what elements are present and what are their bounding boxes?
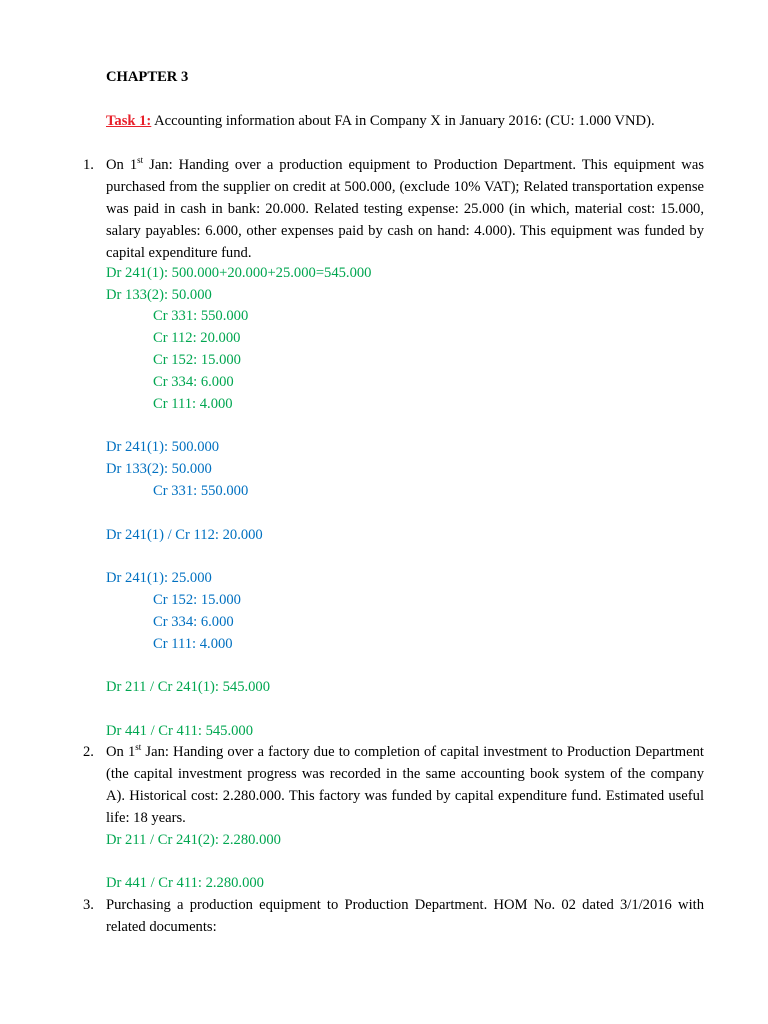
journal-entry: Cr 331: 550.000: [153, 483, 249, 499]
item-1-superscript: st: [137, 155, 144, 166]
journal-entry: Cr 331: 550.000: [153, 308, 249, 324]
journal-entry: Dr 441 / Cr 411: 545.000: [106, 723, 254, 739]
journal-entry: Dr 133(2): 50.000: [106, 287, 212, 303]
item-1-paragraph: [106, 154, 704, 264]
item-2-text: Jan: Handing over a factory due to completion of capital investment to Production Department (the capital investment progress was recorded in the same accounting book system of the company A). Historical cost: 2.280.000. This factory was funded by capital expenditure fund. Estimated useful life: 18 years.: [106, 744, 704, 826]
item-3-paragraph: Purchasing a production equipment to Production Department. HOM No. 02 dated 3/1/2016 with related documents:: [106, 897, 704, 935]
journal-entry: Dr 441 / Cr 411: 2.280.000: [106, 875, 264, 891]
item-2-paragraph: [106, 741, 704, 829]
journal-entry: Cr 334: 6.000: [153, 374, 234, 390]
task-intro-text: Accounting information about FA in Company X in January 2016: (CU: 1.000 VND).: [151, 113, 655, 129]
journal-entry: Cr 111: 4.000: [153, 636, 233, 652]
journal-entry: Dr 211 / Cr 241(2): 2.280.000: [106, 832, 281, 848]
task-label: Task 1:: [106, 113, 152, 129]
journal-entry: Dr 241(1) / Cr 112: 20.000: [106, 527, 263, 543]
journal-entry: Dr 133(2): 50.000: [106, 461, 212, 477]
journal-entry: Dr 211 / Cr 241(1): 545.000: [106, 679, 271, 695]
item-2-superscript: st: [135, 742, 142, 753]
journal-entry: Cr 112: 20.000: [153, 330, 241, 346]
item-number: 2.: [83, 744, 94, 760]
chapter-title: CHAPTER 3: [106, 69, 189, 85]
item-number: 3.: [83, 897, 94, 913]
item-number: 1.: [83, 157, 94, 173]
item-1-text-pre: On 1: [106, 157, 138, 173]
item-1-text: Jan: Handing over a production equipment to Production Department. This equipment was purchased from the supplier on credit at 500.000, (exclude 10% VAT); Related transportation expense was paid in cash in bank: 20.000. Related testing expense: 25.000 (in which, material cost: 15.000, salary payables: 6.000, other expenses paid by cash on hand: 4.000). This equipment was funded by capital expenditure fund.: [106, 157, 704, 261]
journal-entry: Cr 152: 15.000: [153, 352, 241, 368]
item-2-text-pre: On 1: [106, 744, 136, 760]
journal-entry: Cr 111: 4.000: [153, 396, 233, 412]
journal-entry: Cr 334: 6.000: [153, 614, 234, 630]
journal-entry: Cr 152: 15.000: [153, 592, 241, 608]
journal-entry: Dr 241(1): 500.000: [106, 439, 220, 455]
journal-entry: Dr 241(1): 25.000: [106, 570, 212, 586]
journal-entry: Dr 241(1): 500.000+20.000+25.000=545.000: [106, 265, 372, 281]
task-intro: [106, 110, 704, 132]
